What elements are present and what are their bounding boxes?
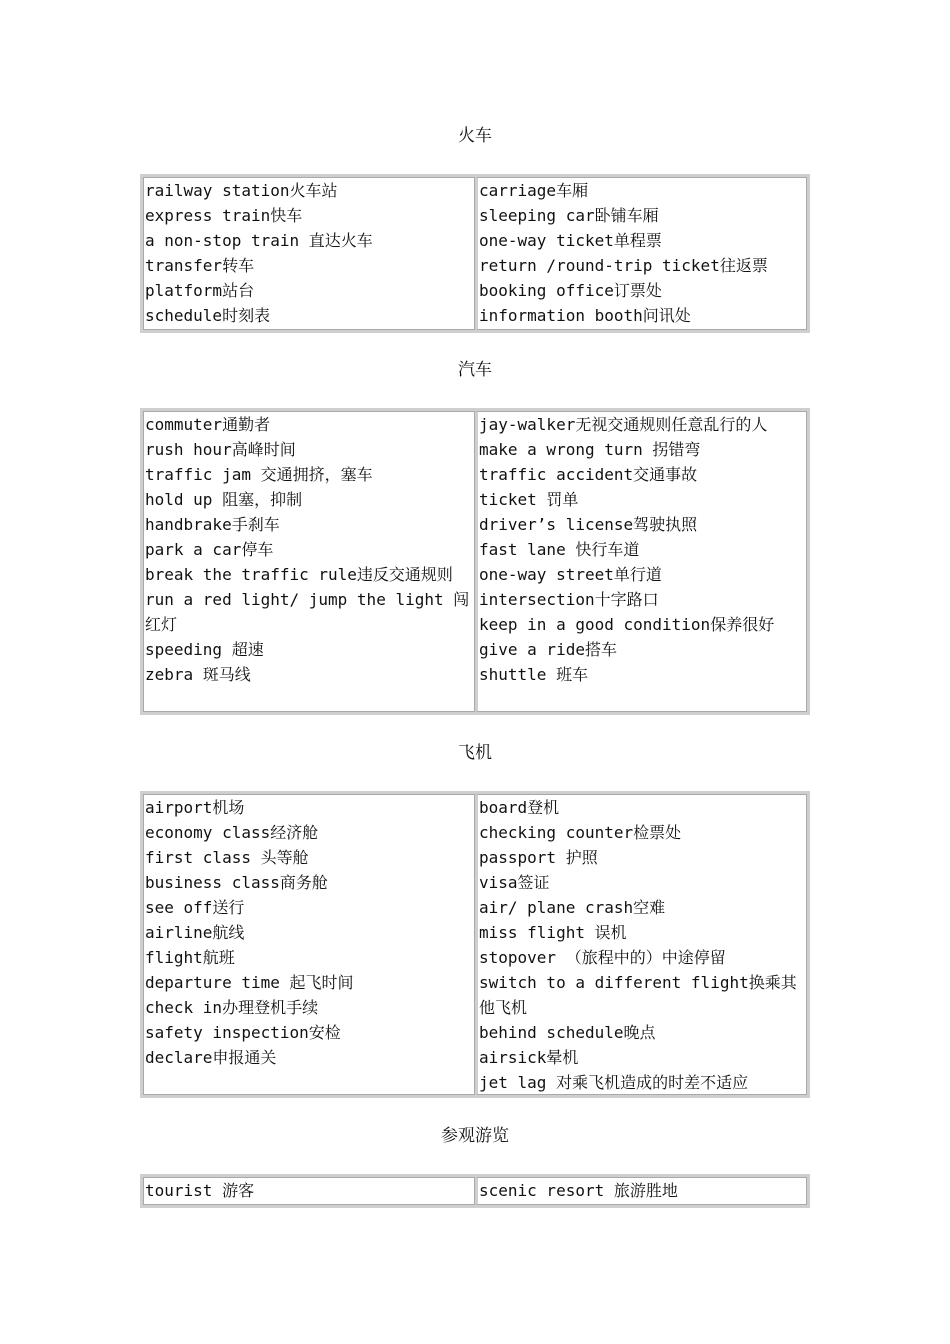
vocab-entry: departure time 起飞时间 [145, 973, 354, 992]
vocab-entry: passport 护照 [479, 848, 598, 867]
vocab-entry: declare申报通关 [145, 1048, 277, 1067]
vocab-entry: economy class经济舱 [145, 823, 319, 842]
vocab-entry: check in办理登机手续 [145, 998, 319, 1017]
vocab-entry: airsick晕机 [479, 1048, 579, 1067]
section-title-airplane: 飞机 [458, 743, 492, 763]
vocab-entry: one-way ticket单程票 [479, 231, 662, 250]
vocab-entry: commuter通勤者 [145, 415, 271, 434]
vocab-column-left [143, 794, 475, 1095]
vocab-entry: speeding 超速 [145, 640, 264, 659]
vocab-entry: booking office订票处 [479, 281, 662, 300]
vocab-entry: express train快车 [145, 206, 303, 225]
vocab-entry: make a wrong turn 拐错弯 [479, 440, 701, 459]
vocab-entry: safety inspection安检 [145, 1023, 341, 1042]
vocab-entry: behind schedule晚点 [479, 1023, 656, 1042]
vocab-entry: board登机 [479, 798, 560, 817]
vocab-entry: flight航班 [145, 948, 235, 967]
vocab-entry: see off送行 [145, 898, 245, 917]
vocab-table-train [140, 174, 810, 333]
vocab-entry: zebra 斑马线 [145, 665, 251, 684]
section-title-car: 汽车 [458, 360, 492, 380]
vocab-entry: schedule时刻表 [145, 306, 271, 325]
vocab-column-right [475, 177, 807, 330]
vocab-entry: ticket 罚单 [479, 490, 579, 509]
vocab-entry: visa签证 [479, 873, 550, 892]
vocab-column-left [143, 1177, 475, 1205]
vocab-column-right [475, 411, 807, 712]
vocab-entry: scenic resort 旅游胜地 [479, 1181, 678, 1200]
vocab-entry: intersection十字路口 [479, 590, 659, 609]
vocab-entry: run a red light/ jump the light 闯红灯 [145, 590, 470, 634]
vocab-table-sightseeing [140, 1174, 810, 1208]
vocab-entry: break the traffic rule违反交通规则 [145, 565, 453, 584]
vocab-entry: give a ride搭车 [479, 640, 617, 659]
vocab-entry: shuttle 班车 [479, 665, 589, 684]
vocab-entry: switch to a different flight换乘其他飞机 [479, 973, 797, 1017]
vocab-entry: driver’s license驾驶执照 [479, 515, 698, 534]
section-title-train: 火车 [458, 126, 492, 146]
vocab-entry: fast lane 快行车道 [479, 540, 640, 559]
vocab-entry: airline航线 [145, 923, 245, 942]
vocab-entry: carriage车厢 [479, 181, 589, 200]
vocab-entry: keep in a good condition保养很好 [479, 615, 775, 634]
vocab-entry: traffic jam 交通拥挤，塞车 [145, 465, 373, 484]
vocab-entry: rush hour高峰时间 [145, 440, 296, 459]
vocab-entry: hold up 阻塞，抑制 [145, 490, 303, 509]
vocab-entry: railway station火车站 [145, 181, 338, 200]
vocab-entry: handbrake手刹车 [145, 515, 280, 534]
vocab-entry: tourist 游客 [145, 1181, 255, 1200]
vocab-entry: platform站台 [145, 281, 255, 300]
vocab-column-left [143, 411, 475, 712]
vocab-entry: traffic accident交通事故 [479, 465, 698, 484]
vocab-entry: stopover （旅程中的）中途停留 [479, 948, 726, 967]
vocab-entry: business class商务舱 [145, 873, 328, 892]
vocab-table-car [140, 408, 810, 715]
vocab-column-left [143, 177, 475, 330]
vocab-column-right [475, 794, 807, 1095]
vocab-entry: a non-stop train 直达火车 [145, 231, 373, 250]
vocab-entry: jet lag 对乘飞机造成的时差不适应 [479, 1073, 749, 1092]
vocab-column-right [475, 1177, 807, 1205]
section-title-sightseeing: 参观游览 [441, 1126, 509, 1146]
vocab-entry: park a car停车 [145, 540, 274, 559]
vocab-entry: jay-walker无视交通规则任意乱行的人 [479, 415, 768, 434]
vocab-entry: miss flight 误机 [479, 923, 627, 942]
vocab-entry: one-way street单行道 [479, 565, 662, 584]
vocab-entry: first class 头等舱 [145, 848, 309, 867]
vocab-entry: information booth问讯处 [479, 306, 691, 325]
vocab-entry: transfer转车 [145, 256, 255, 275]
vocab-entry: checking counter检票处 [479, 823, 682, 842]
vocab-table-airplane [140, 791, 810, 1098]
vocab-entry: sleeping car卧铺车厢 [479, 206, 659, 225]
vocab-entry: return /round-trip ticket往返票 [479, 256, 768, 275]
vocab-entry: air/ plane crash空难 [479, 898, 666, 917]
vocab-entry: airport机场 [145, 798, 245, 817]
